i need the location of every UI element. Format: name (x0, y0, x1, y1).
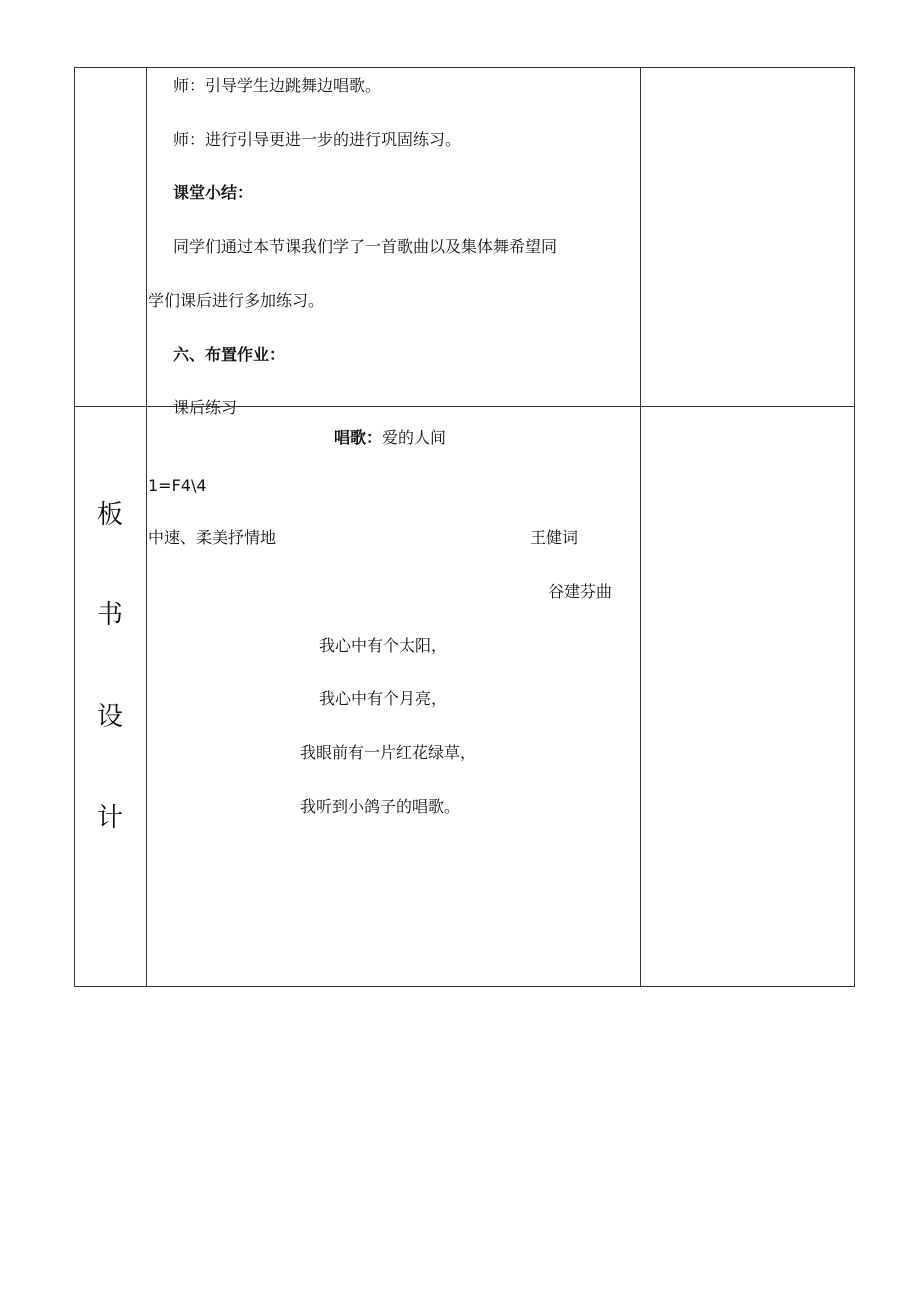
lyric-line-4: 我听到小鸽子的唱歌。 (300, 797, 461, 816)
board-design-label-char-4: 计 (96, 803, 123, 833)
homework-text: 课后练习 (173, 398, 238, 417)
summary-text-line-1: 同学们通过本节课我们学了一首歌曲以及集体舞希望同 (173, 237, 558, 256)
board-design-label-char-2: 书 (96, 600, 123, 630)
teacher-line-1: 师：引导学生边跳舞边唱歌。 (173, 76, 382, 95)
teacher-line-2: 师：进行引导更进一步的进行巩固练习。 (173, 130, 462, 149)
lyric-line-3: 我眼前有一片红花绿草， (300, 743, 477, 762)
table-column-divider-2 (640, 67, 641, 987)
song-lyricist: 王健词 (530, 528, 579, 547)
song-title (334, 428, 446, 448)
board-design-label-char-1: 板 (96, 500, 123, 530)
upper-content-cell (147, 68, 640, 417)
lyric-line-2: 我心中有个月亮， (319, 689, 448, 708)
summary-text-line-2: 学们课后进行多加练习。 (148, 291, 325, 310)
song-composer: 谷建芬曲 (548, 582, 613, 601)
song-key: 1=F4\4 (148, 476, 207, 495)
table-border-right (854, 67, 855, 987)
lyric-line-1: 我心中有个太阳， (319, 636, 448, 655)
song-title-name: 爱的人间 (382, 428, 447, 447)
song-title-prefix: 唱歌： (334, 428, 383, 447)
table-border-bottom (74, 986, 855, 987)
lesson-summary-heading: 课堂小结： (173, 183, 254, 202)
homework-heading: 六、布置作业： (173, 345, 286, 364)
board-design-label-char-3: 设 (96, 702, 123, 732)
song-tempo: 中速、柔美抒情地 (148, 528, 277, 547)
